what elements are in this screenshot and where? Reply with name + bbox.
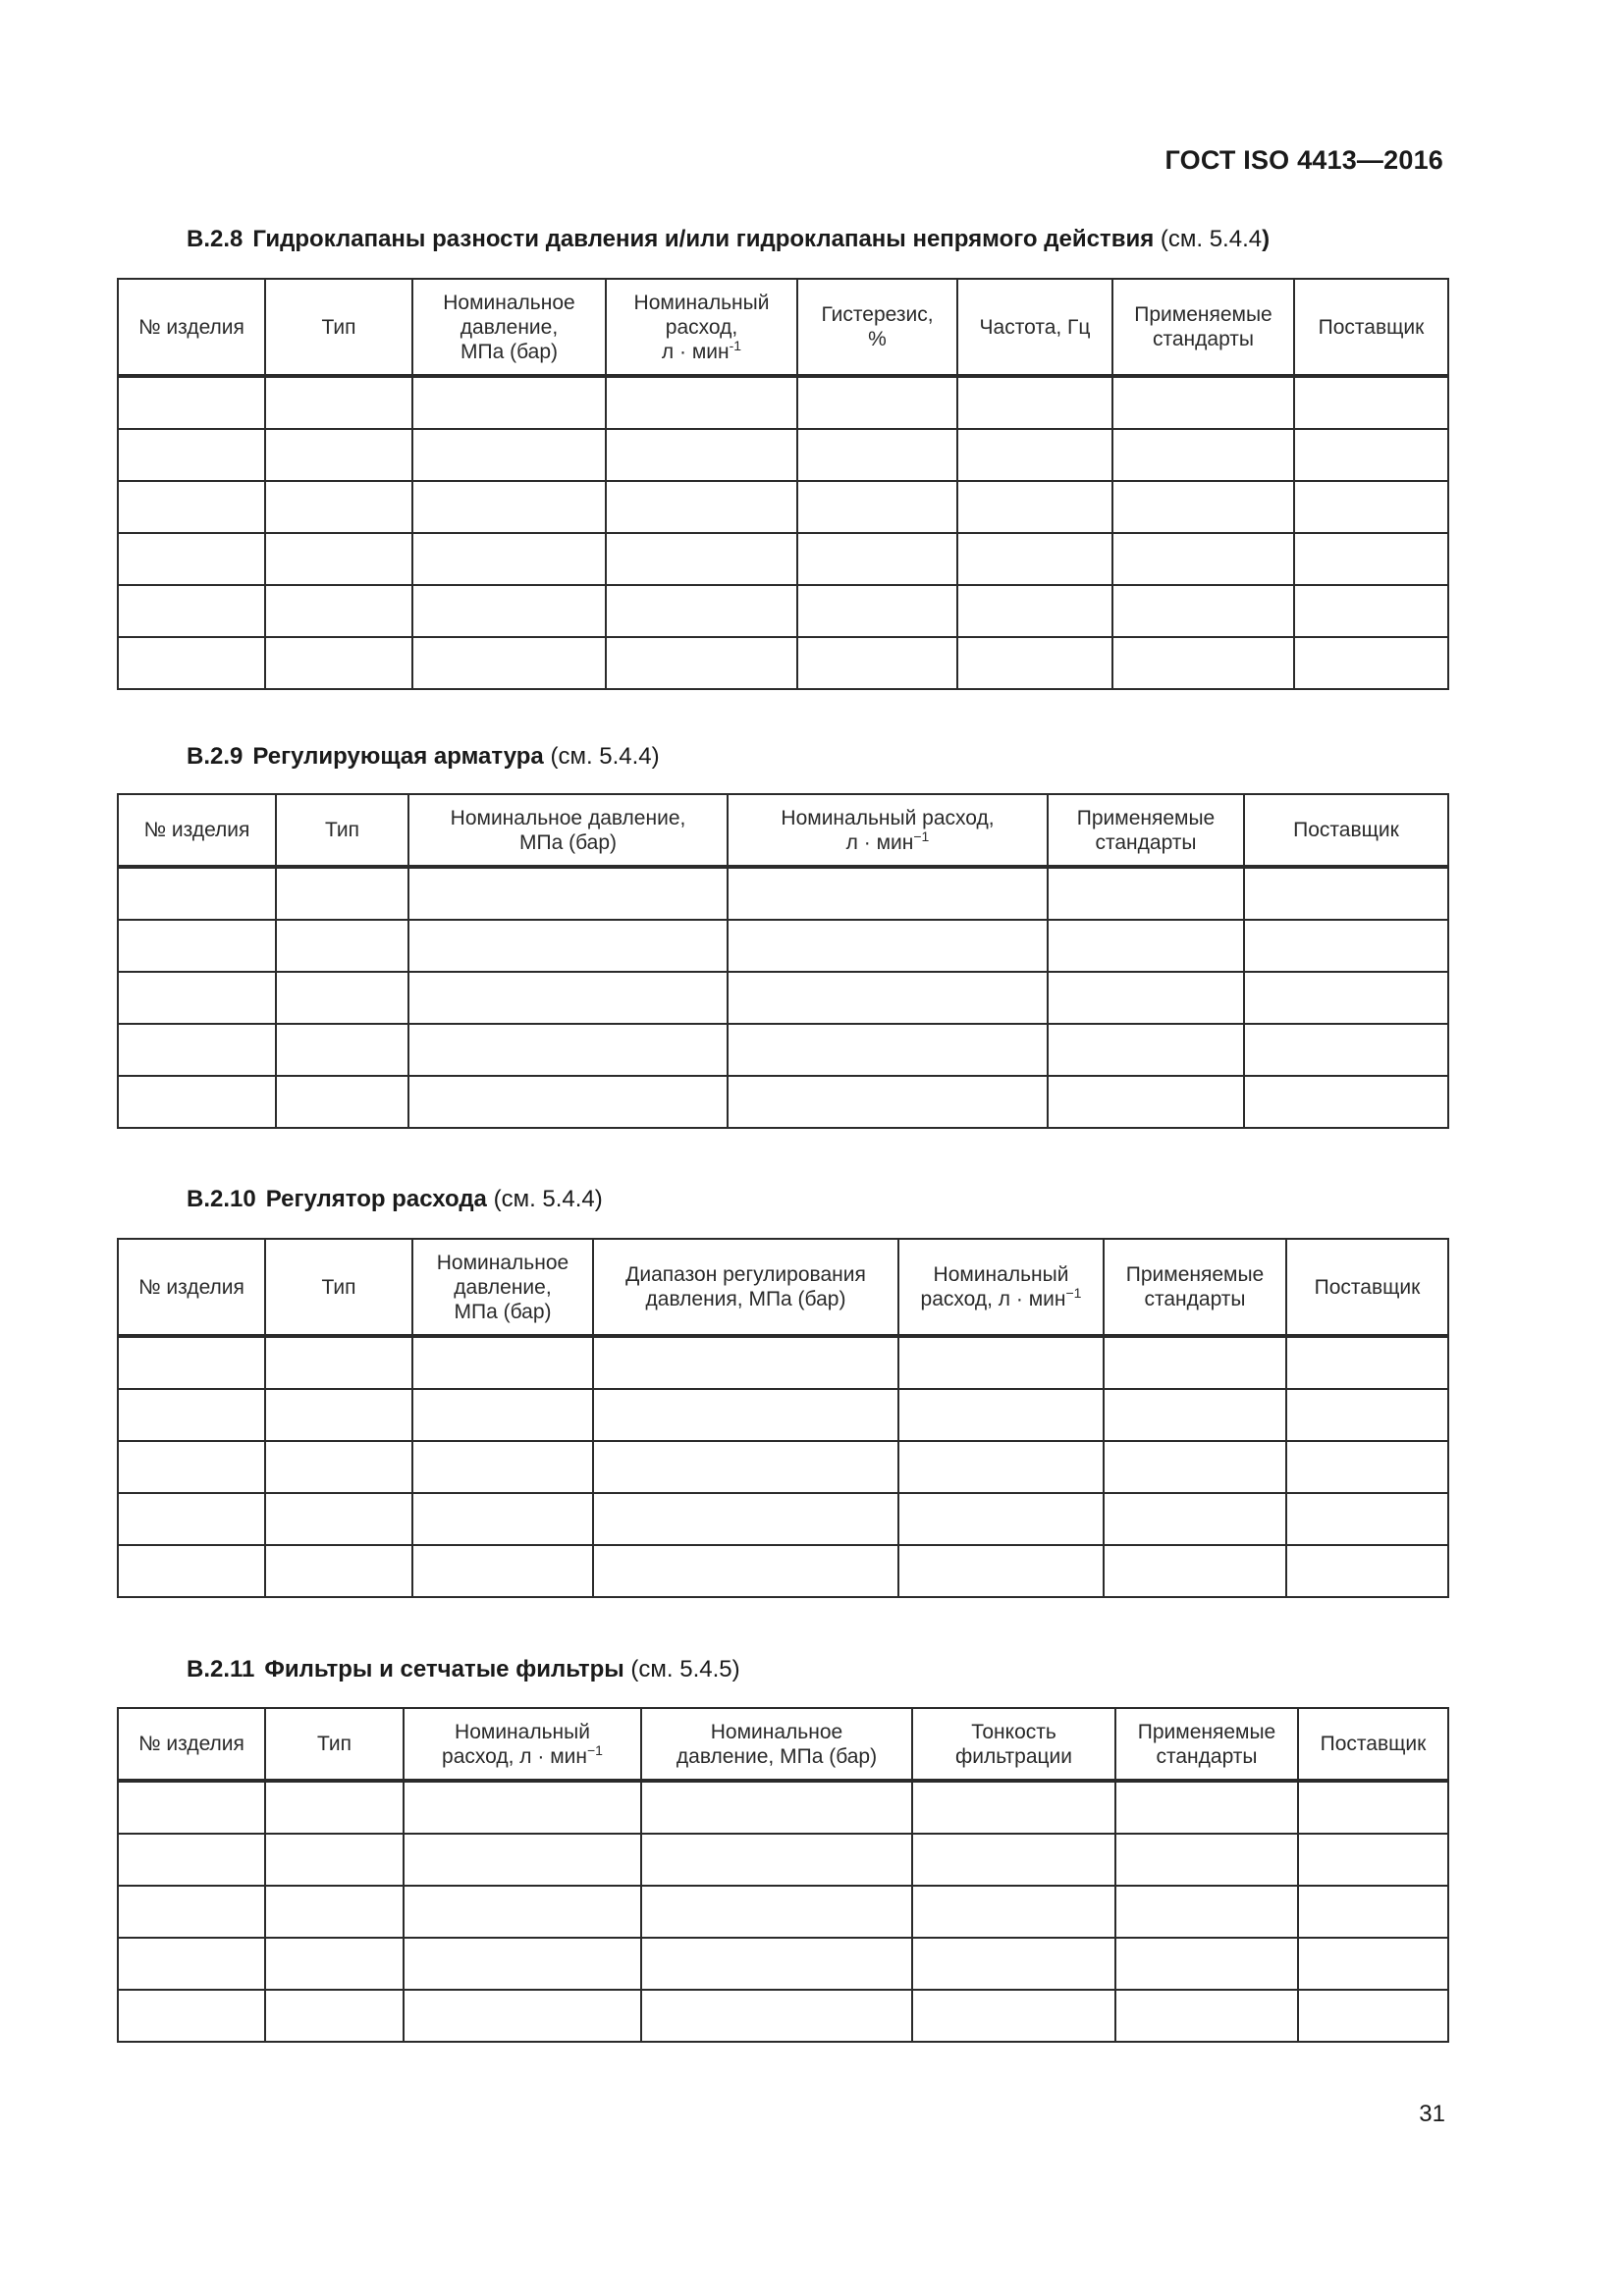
column-header — [1244, 794, 1448, 867]
column-header-line: % — [868, 328, 887, 350]
table-cell[interactable] — [1294, 429, 1448, 481]
section-number: B.2.10 — [187, 1186, 256, 1212]
table-cell[interactable] — [118, 1781, 265, 1834]
table-cell[interactable] — [1104, 1441, 1286, 1493]
table-row — [118, 1389, 1448, 1441]
table-cell[interactable] — [641, 1834, 912, 1886]
table-cell[interactable] — [1286, 1336, 1448, 1389]
table-cell[interactable] — [1112, 585, 1294, 637]
column-header-line: Применяемые — [1076, 806, 1216, 829]
column-header — [593, 1239, 898, 1336]
table-cell[interactable] — [404, 1781, 641, 1834]
table-cell[interactable] — [1294, 533, 1448, 585]
table-cell[interactable] — [265, 1493, 412, 1545]
table-cell[interactable] — [1298, 1886, 1448, 1938]
section-title-b-2-9 — [187, 743, 660, 771]
table-cell[interactable] — [957, 585, 1112, 637]
table-cell[interactable] — [1112, 533, 1294, 585]
table-row — [118, 637, 1448, 689]
section-name: Регулирующая арматура — [252, 743, 544, 770]
table-cell[interactable] — [118, 1493, 265, 1545]
table-cell[interactable] — [118, 867, 276, 920]
column-header-line: Применяемые — [1125, 1263, 1265, 1286]
column-header-line: № изделия — [138, 315, 244, 339]
table-cell[interactable] — [118, 429, 265, 481]
table-cell[interactable] — [912, 1834, 1115, 1886]
column-header-line: Номинальный — [455, 1720, 590, 1743]
column-header-line: расход, л · мин — [920, 1288, 1066, 1310]
table-cell[interactable] — [1104, 1545, 1286, 1597]
table-cell[interactable] — [1244, 867, 1448, 920]
table-row — [118, 1886, 1448, 1938]
table-cell[interactable] — [898, 1389, 1104, 1441]
table-cell[interactable] — [898, 1441, 1104, 1493]
column-header-line: Поставщик — [1293, 819, 1399, 841]
table-cell[interactable] — [412, 376, 606, 429]
column-header — [412, 1239, 593, 1336]
table-cell[interactable] — [1294, 376, 1448, 429]
column-header-line: Номинальное — [443, 291, 575, 314]
table-row — [118, 1493, 1448, 1545]
table-cell[interactable] — [404, 1834, 641, 1886]
table-cell[interactable] — [404, 1886, 641, 1938]
column-header-line: Номинальное давление, — [450, 806, 686, 829]
document-id: ГОСТ ISO 4413—2016 — [1164, 145, 1443, 175]
table-cell[interactable] — [641, 1886, 912, 1938]
table-row — [118, 920, 1448, 972]
column-header — [404, 1708, 641, 1781]
table-cell[interactable] — [1048, 920, 1244, 972]
table-cell[interactable] — [404, 1938, 641, 1990]
table-cell[interactable] — [1104, 1336, 1286, 1389]
table-cell[interactable] — [412, 585, 606, 637]
column-header-line: стандарты — [1144, 1288, 1246, 1310]
table-row — [118, 1834, 1448, 1886]
table-cell[interactable] — [728, 1024, 1048, 1076]
table-cell[interactable] — [118, 920, 276, 972]
table-cell[interactable] — [606, 376, 797, 429]
table-cell[interactable] — [276, 1024, 408, 1076]
column-header-line: давления, МПа (бар) — [645, 1288, 846, 1310]
table-b-2-9 — [117, 793, 1449, 1129]
table-cell[interactable] — [276, 920, 408, 972]
table-cell[interactable] — [1286, 1545, 1448, 1597]
column-header-line: МПа (бар) — [454, 1300, 552, 1323]
section-reference-close: ) — [1262, 226, 1271, 252]
column-header-line: л · мин — [661, 340, 730, 363]
table-cell[interactable] — [412, 533, 606, 585]
page-number: 31 — [1419, 2101, 1445, 2127]
column-header — [728, 794, 1048, 867]
table-cell[interactable] — [118, 1336, 265, 1389]
table-cell[interactable] — [728, 1076, 1048, 1128]
table-cell[interactable] — [606, 585, 797, 637]
table-cell[interactable] — [265, 376, 412, 429]
table-cell[interactable] — [593, 1336, 898, 1389]
column-header-line: Номинальный расход, — [781, 806, 995, 829]
table-cell[interactable] — [593, 1441, 898, 1493]
table-cell[interactable] — [118, 1990, 265, 2042]
section-reference: (см. 5.4.4 — [1154, 226, 1263, 252]
table-cell[interactable] — [606, 637, 797, 689]
table-cell[interactable] — [1048, 972, 1244, 1024]
column-header — [118, 1708, 265, 1781]
table-cell[interactable] — [606, 429, 797, 481]
column-header-line: Поставщик — [1318, 315, 1425, 339]
table-cell[interactable] — [1115, 1990, 1298, 2042]
table-cell[interactable] — [1298, 1938, 1448, 1990]
superscript: -1 — [729, 337, 742, 353]
column-header-line: Номинальное — [710, 1720, 843, 1743]
column-header — [1286, 1239, 1448, 1336]
table-cell[interactable] — [797, 429, 957, 481]
table-cell[interactable] — [118, 1938, 265, 1990]
table-cell[interactable] — [412, 1336, 593, 1389]
section-reference: (см. 5.4.4) — [486, 1186, 603, 1212]
column-header — [1115, 1708, 1298, 1781]
table-cell[interactable] — [118, 1834, 265, 1886]
column-header-line: расход, — [665, 315, 738, 339]
table-cell[interactable] — [797, 533, 957, 585]
column-header-line: Поставщик — [1320, 1733, 1427, 1755]
table-cell[interactable] — [593, 1389, 898, 1441]
table-cell[interactable] — [1244, 920, 1448, 972]
table-cell[interactable] — [1298, 1834, 1448, 1886]
table-b-2-11 — [117, 1707, 1449, 2043]
column-header-line: Частота, Гц — [979, 315, 1091, 339]
column-header-line: стандарты — [1156, 1744, 1258, 1768]
column-header — [606, 279, 797, 376]
table-cell[interactable] — [118, 1545, 265, 1597]
table-cell[interactable] — [265, 1336, 412, 1389]
column-header-line: давление, — [454, 1275, 552, 1299]
table-cell[interactable] — [1112, 376, 1294, 429]
table-cell[interactable] — [1298, 1990, 1448, 2042]
table-row — [118, 429, 1448, 481]
table-row — [118, 1545, 1448, 1597]
table-cell[interactable] — [1115, 1834, 1298, 1886]
table-cell[interactable] — [408, 1076, 728, 1128]
table-cell[interactable] — [593, 1545, 898, 1597]
section-title-b-2-10 — [187, 1186, 603, 1213]
table-cell[interactable] — [1104, 1493, 1286, 1545]
table-cell[interactable] — [265, 1781, 404, 1834]
table-cell[interactable] — [1112, 481, 1294, 533]
table-cell[interactable] — [957, 637, 1112, 689]
table-cell[interactable] — [797, 376, 957, 429]
column-header — [641, 1708, 912, 1781]
table-row — [118, 1076, 1448, 1128]
table-cell[interactable] — [265, 1389, 412, 1441]
table-cell[interactable] — [412, 637, 606, 689]
section-number: B.2.9 — [187, 743, 244, 770]
table-cell[interactable] — [118, 1886, 265, 1938]
table-cell[interactable] — [412, 1545, 593, 1597]
column-header-line: № изделия — [138, 1275, 244, 1299]
table-cell[interactable] — [412, 1389, 593, 1441]
table-cell[interactable] — [1048, 867, 1244, 920]
table-cell[interactable] — [898, 1336, 1104, 1389]
superscript: −1 — [1065, 1285, 1082, 1301]
column-header — [265, 1708, 404, 1781]
table-cell[interactable] — [118, 481, 265, 533]
column-header — [957, 279, 1112, 376]
table-cell[interactable] — [912, 1886, 1115, 1938]
table-row — [118, 1336, 1448, 1389]
table-row — [118, 1990, 1448, 2042]
table-cell[interactable] — [1286, 1493, 1448, 1545]
superscript: −1 — [586, 1741, 603, 1758]
column-header-line: расход, л · мин — [442, 1744, 587, 1768]
table-cell[interactable] — [912, 1781, 1115, 1834]
table-cell[interactable] — [1294, 637, 1448, 689]
table-row — [118, 1781, 1448, 1834]
table-cell[interactable] — [118, 1441, 265, 1493]
table-cell[interactable] — [276, 1076, 408, 1128]
table-cell[interactable] — [265, 637, 412, 689]
column-header-line: Номинальное — [436, 1251, 569, 1274]
table-cell[interactable] — [1294, 585, 1448, 637]
table-cell[interactable] — [118, 533, 265, 585]
table-cell[interactable] — [957, 533, 1112, 585]
table-cell[interactable] — [412, 429, 606, 481]
column-header — [898, 1239, 1104, 1336]
table-cell[interactable] — [898, 1493, 1104, 1545]
column-header-line: Тип — [316, 1733, 352, 1755]
table-cell[interactable] — [118, 585, 265, 637]
table-cell[interactable] — [118, 376, 265, 429]
table-cell[interactable] — [912, 1990, 1115, 2042]
column-header-line: стандарты — [1152, 328, 1255, 350]
table-cell[interactable] — [1244, 1024, 1448, 1076]
table-row — [118, 1024, 1448, 1076]
table-cell[interactable] — [728, 972, 1048, 1024]
table-cell[interactable] — [404, 1990, 641, 2042]
superscript: −1 — [913, 828, 930, 844]
section-name: Фильтры и сетчатые фильтры — [264, 1656, 624, 1682]
table-cell[interactable] — [412, 1441, 593, 1493]
table-row — [118, 972, 1448, 1024]
table-b-2-8 — [117, 278, 1449, 690]
table-cell[interactable] — [276, 867, 408, 920]
section-title-b-2-11 — [187, 1656, 740, 1683]
column-header-line: Тип — [321, 1275, 356, 1299]
table-cell[interactable] — [118, 1076, 276, 1128]
table-cell[interactable] — [593, 1493, 898, 1545]
table-cell[interactable] — [265, 1886, 404, 1938]
table-cell[interactable] — [118, 972, 276, 1024]
table-cell[interactable] — [1298, 1781, 1448, 1834]
table-cell[interactable] — [1244, 1076, 1448, 1128]
table-cell[interactable] — [1112, 637, 1294, 689]
table-cell[interactable] — [641, 1781, 912, 1834]
table-cell[interactable] — [408, 920, 728, 972]
section-reference: (см. 5.4.5) — [623, 1656, 740, 1682]
table-row — [118, 533, 1448, 585]
column-header-line: Поставщик — [1314, 1275, 1421, 1299]
column-header-line: давление, — [460, 315, 559, 339]
column-header-line: л · мин — [845, 830, 914, 854]
table-cell[interactable] — [265, 429, 412, 481]
table-cell[interactable] — [606, 533, 797, 585]
column-header — [1048, 794, 1244, 867]
table-cell[interactable] — [265, 481, 412, 533]
column-header — [118, 794, 276, 867]
table-cell[interactable] — [265, 1990, 404, 2042]
column-header-line: давление, МПа (бар) — [676, 1744, 878, 1768]
column-header-line: стандарты — [1095, 830, 1197, 854]
column-header — [118, 1239, 265, 1336]
table-cell[interactable] — [1115, 1938, 1298, 1990]
column-header-line: МПа (бар) — [460, 340, 558, 363]
table-cell[interactable] — [1286, 1389, 1448, 1441]
table-b-2-10 — [117, 1238, 1449, 1598]
column-header — [265, 1239, 412, 1336]
column-header-line: Тонкость — [971, 1720, 1056, 1743]
table-row — [118, 1938, 1448, 1990]
table-cell[interactable] — [118, 1389, 265, 1441]
column-header-line: Тип — [321, 315, 356, 339]
table-cell[interactable] — [408, 1024, 728, 1076]
table-row — [118, 1441, 1448, 1493]
table-cell[interactable] — [276, 972, 408, 1024]
column-header — [1298, 1708, 1448, 1781]
column-header-line: № изделия — [138, 1733, 244, 1755]
section-reference: (см. 5.4.4) — [543, 743, 660, 770]
column-header-line: Гистерезис, — [821, 303, 934, 326]
table-cell[interactable] — [1048, 1024, 1244, 1076]
column-header — [276, 794, 408, 867]
table-cell[interactable] — [265, 1441, 412, 1493]
table-cell[interactable] — [1286, 1441, 1448, 1493]
table-cell[interactable] — [728, 920, 1048, 972]
table-cell[interactable] — [1048, 1076, 1244, 1128]
column-header — [118, 279, 265, 376]
table-cell[interactable] — [265, 1545, 412, 1597]
section-number: B.2.11 — [187, 1656, 255, 1682]
table-cell[interactable] — [408, 972, 728, 1024]
table-cell[interactable] — [912, 1938, 1115, 1990]
column-header-line: Диапазон регулирования — [625, 1263, 866, 1286]
table-cell[interactable] — [957, 481, 1112, 533]
column-header — [408, 794, 728, 867]
section-title-b-2-8 — [187, 226, 1270, 253]
table-cell[interactable] — [265, 533, 412, 585]
column-header — [1104, 1239, 1286, 1336]
table-cell[interactable] — [797, 637, 957, 689]
table-cell[interactable] — [1244, 972, 1448, 1024]
column-header-line: МПа (бар) — [519, 830, 617, 854]
table-cell[interactable] — [412, 1493, 593, 1545]
table-cell[interactable] — [641, 1938, 912, 1990]
table-cell[interactable] — [1294, 481, 1448, 533]
column-header — [797, 279, 957, 376]
column-header — [1294, 279, 1448, 376]
table-cell[interactable] — [606, 481, 797, 533]
column-header-line: Номинальный — [933, 1263, 1069, 1286]
table-cell[interactable] — [118, 637, 265, 689]
table-cell[interactable] — [412, 481, 606, 533]
column-header — [265, 279, 412, 376]
table-cell[interactable] — [1115, 1886, 1298, 1938]
column-header-line: фильтрации — [954, 1744, 1073, 1768]
table-cell[interactable] — [957, 429, 1112, 481]
table-cell[interactable] — [265, 1834, 404, 1886]
table-cell[interactable] — [797, 585, 957, 637]
table-cell[interactable] — [728, 867, 1048, 920]
table-cell[interactable] — [1115, 1781, 1298, 1834]
table-cell[interactable] — [957, 376, 1112, 429]
section-name: Регулятор расхода — [265, 1186, 487, 1212]
column-header-line: Применяемые — [1134, 303, 1272, 326]
column-header-line: № изделия — [143, 819, 250, 841]
table-row — [118, 585, 1448, 637]
column-header-line: Применяемые — [1137, 1720, 1276, 1743]
table-row — [118, 376, 1448, 429]
column-header — [1112, 279, 1294, 376]
table-cell[interactable] — [1104, 1389, 1286, 1441]
section-name: Гидроклапаны разности давления и/или гидроклапаны непрямого действия — [252, 226, 1155, 252]
table-cell[interactable] — [797, 481, 957, 533]
table-cell[interactable] — [265, 585, 412, 637]
table-cell[interactable] — [265, 1938, 404, 1990]
column-header-line: Номинальный — [633, 291, 770, 314]
section-number: B.2.8 — [187, 226, 244, 252]
table-row — [118, 867, 1448, 920]
table-cell[interactable] — [118, 1024, 276, 1076]
table-cell[interactable] — [408, 867, 728, 920]
table-cell[interactable] — [641, 1990, 912, 2042]
table-cell[interactable] — [1112, 429, 1294, 481]
column-header — [912, 1708, 1115, 1781]
column-header-line: Тип — [324, 819, 359, 841]
table-cell[interactable] — [898, 1545, 1104, 1597]
table-row — [118, 481, 1448, 533]
column-header — [412, 279, 606, 376]
